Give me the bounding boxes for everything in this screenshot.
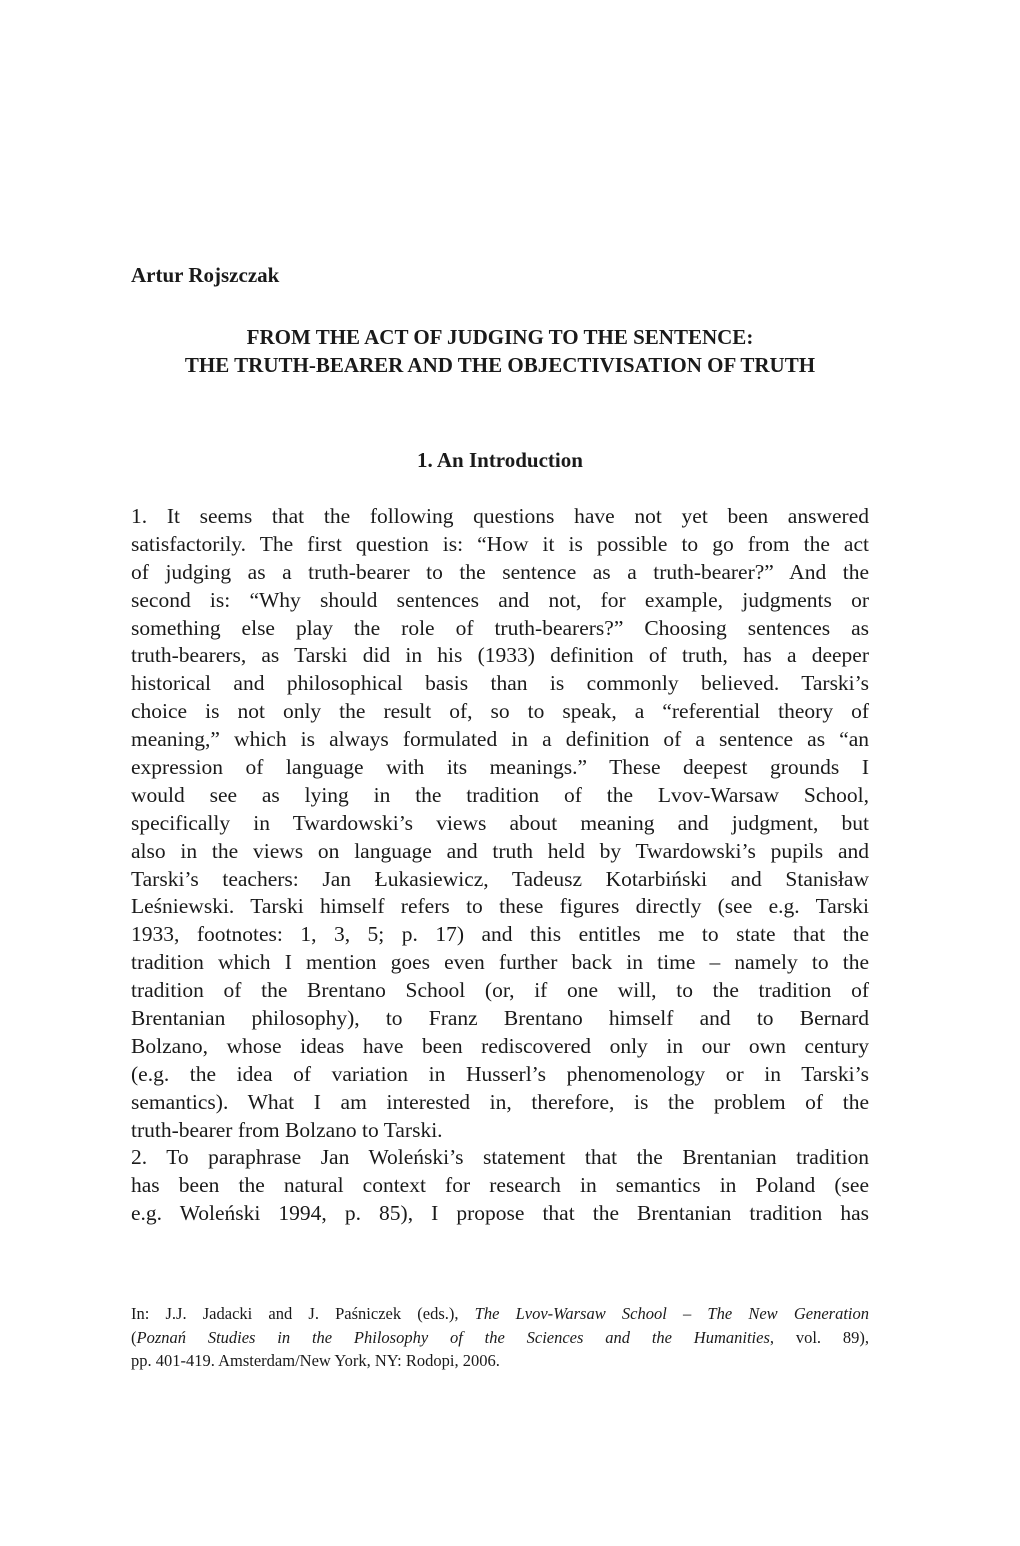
paragraph xyxy=(131,503,869,1144)
text-line: 1933, footnotes: 1, 3, 5; p. 17) and this entitles me to state that the xyxy=(131,922,869,947)
text-line: has been the natural context for research in semantics in Poland (see xyxy=(131,1173,869,1198)
text-line: Tarski’s teachers: Jan Łukasiewicz, Tadeusz Kotarbiński and Stanisław xyxy=(131,866,869,891)
text-line: Leśniewski. Tarski himself refers to these figures directly (see e.g. Tarski xyxy=(131,894,869,919)
text-line: would see as lying in the tradition of the Lvov-Warsaw School, xyxy=(131,782,869,807)
text-line: (e.g. the idea of variation in Husserl’s phenomenology or in Tarski’s xyxy=(131,1061,869,1086)
text-line: semantics). What I am interested in, therefore, is the problem of the xyxy=(131,1089,869,1114)
footnote xyxy=(131,1302,869,1373)
text-line: Bolzano, whose ideas have been rediscovered only in our own century xyxy=(131,1033,869,1058)
series-title: Poznań Studies in the Philosophy of the Sciences and the Humanities xyxy=(136,1327,770,1347)
author-name: Artur Rojszczak xyxy=(131,263,280,287)
text-line: satisfactorily. The first question is: “How it is possible to go from the act xyxy=(131,531,869,556)
paragraph xyxy=(131,1144,869,1228)
text-line: Brentanian philosophy), to Franz Brentano himself and to Bernard xyxy=(131,1006,869,1031)
text-line: 1. It seems that the following questions have not yet been answered xyxy=(131,504,869,528)
section-heading: 1. An Introduction xyxy=(417,448,583,472)
text-line: specifically in Twardowski’s views about meaning and judgment, but xyxy=(131,810,869,835)
footnote-line xyxy=(131,1302,869,1326)
text-line: truth-bearers, as Tarski did in his (1933) definition of truth, has a deeper xyxy=(131,643,869,668)
article-title-line-2: THE TRUTH-BEARER AND THE OBJECTIVISATION OF TRUTH xyxy=(184,353,816,377)
text-line: historical and philosophical basis than is commonly believed. Tarski’s xyxy=(131,671,869,696)
text-line: meaning,” which is always formulated in a definition of a sentence as “an xyxy=(131,727,869,752)
text-line: also in the views on language and truth held by Twardowski’s pupils and xyxy=(131,838,869,863)
book-title: The Lvov-Warsaw School – The New Generation xyxy=(474,1304,869,1323)
article-title-line-1: FROM THE ACT OF JUDGING TO THE SENTENCE: xyxy=(246,325,754,349)
text-line: 2. To paraphrase Jan Woleński’s statement that the Brentanian tradition xyxy=(131,1145,869,1170)
footnote-line xyxy=(131,1326,869,1350)
body-text xyxy=(131,503,869,1228)
text-line: tradition of the Brentano School (or, if one will, to the tradition of xyxy=(131,978,869,1003)
text-line: choice is not only the result of, so to speak, a “referential theory of xyxy=(131,699,869,724)
footnote-line: pp. 401-419. Amsterdam/New York, NY: Rodopi, 2006. xyxy=(131,1351,500,1370)
footnote-text: ( xyxy=(131,1327,137,1347)
text-line: e.g. Woleński 1994, p. 85), I propose that the Brentanian tradition has xyxy=(131,1201,869,1226)
text-line: second is: “Why should sentences and not, for example, judgments or xyxy=(131,587,869,612)
footnote-text: In: J.J. Jadacki and J. Paśniczek (eds.), xyxy=(131,1304,475,1323)
text-line: of judging as a truth-bearer to the sentence as a truth-bearer?” And the xyxy=(131,559,869,584)
text-line: expression of language with its meanings.” These deepest grounds I xyxy=(131,755,869,780)
text-line: tradition which I mention goes even further back in time – namely to the xyxy=(131,950,869,975)
text-line: truth-bearer from Bolzano to Tarski. xyxy=(131,1117,443,1142)
footnote-text: , vol. 89), xyxy=(769,1327,869,1347)
text-line: something else play the role of truth-bearers?” Choosing sentences as xyxy=(131,615,869,640)
